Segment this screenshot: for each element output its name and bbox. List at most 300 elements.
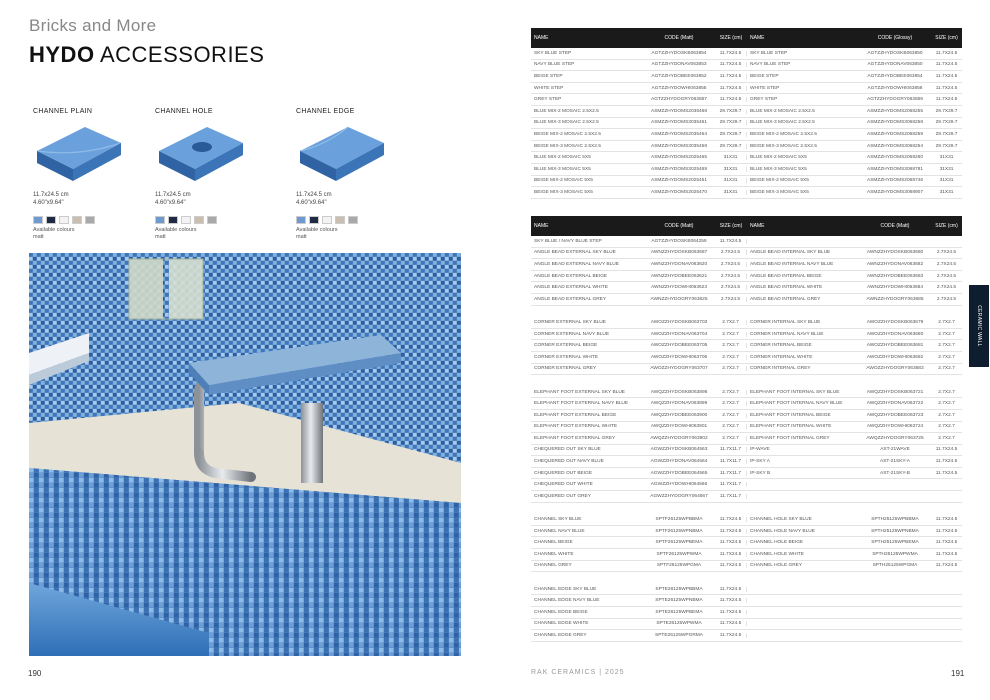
cell-size: 31X31 bbox=[715, 178, 747, 183]
cell-size: 2.7X2.7 bbox=[938, 354, 955, 360]
cell-name: BLUE MIX-2 MOSAIC 2.5X2.5 bbox=[750, 108, 815, 114]
cell-name: ANGLE BEAD EXTERNAL GREY bbox=[534, 296, 607, 302]
table-spacer-row bbox=[531, 572, 962, 584]
cell-size: 11.7X24.5 bbox=[715, 552, 747, 557]
cell-size: 11.7X24.5 bbox=[715, 563, 747, 568]
cell-size: 11.7X24.5 bbox=[935, 73, 958, 79]
cell-code: ASMZZHYDOMS2035468 bbox=[651, 108, 707, 114]
cell-code: AGTZZHYDOWHI063858 bbox=[867, 85, 923, 91]
cell-size: 11.7X11.7 bbox=[715, 471, 747, 476]
cell-code: AGWZZHYDOBEE064565 bbox=[650, 470, 708, 476]
cell-name: CHANNEL EDGE BEIGE bbox=[534, 609, 588, 615]
cell-size: 2.7X2.7 bbox=[938, 319, 955, 325]
cell-name: CHANNEL HOLE NAVY BLUE bbox=[750, 528, 815, 534]
cell-size: 29.7X29.7 bbox=[715, 109, 747, 114]
cell-name: IP-SKY B bbox=[750, 470, 771, 476]
cell-size: 2.7X2.7 bbox=[715, 401, 747, 406]
cell-size: 2.7X2.7 bbox=[938, 366, 955, 372]
cell-size: 31X31 bbox=[939, 155, 954, 161]
cell-name: SKY BLUE / NAVY BLUE STEP bbox=[534, 238, 602, 244]
cell-size: 11.7X24.5 bbox=[715, 610, 747, 615]
table-spacer-row bbox=[531, 375, 962, 387]
cell-name: CORNER EXTERNAL NAVY BLUE bbox=[534, 331, 610, 337]
cell-size: 11.7X24.5 bbox=[935, 563, 958, 569]
table-row bbox=[531, 340, 962, 352]
cell-code: SPTH25125WPWMA bbox=[872, 551, 918, 557]
cell-name: CHANNEL HOLE GREY bbox=[750, 563, 803, 569]
cell-code: AWQZZHYDOSKB063898 bbox=[650, 389, 708, 395]
table-row bbox=[531, 561, 962, 573]
cell-size: 11.7X24.5 bbox=[715, 540, 747, 545]
cell-code: ASMZZHYDOMS3068781 bbox=[867, 166, 923, 172]
swatch-grey bbox=[207, 216, 217, 224]
cell-size: 2.7X2.7 bbox=[715, 366, 747, 371]
page-number-right: 191 bbox=[951, 669, 965, 678]
cell-name: CORNER INTERNAL WHITE bbox=[750, 354, 813, 360]
size-cm: 11.7x24.5 cm bbox=[296, 192, 332, 198]
cell-name: ELEPHANT FOOT EXTERNAL GREY bbox=[534, 435, 616, 441]
cell-size: 11.7X24.5 bbox=[715, 633, 747, 638]
cell-code: AWOZZHYDONAV063704 bbox=[650, 331, 708, 337]
cell-name: CHANNEL EDGE WHITE bbox=[534, 621, 589, 627]
table-row bbox=[531, 282, 962, 294]
cell-size: 2.7X2.7 bbox=[938, 412, 955, 418]
cell-size: 31X31 bbox=[939, 166, 954, 172]
table-row bbox=[531, 94, 962, 106]
cell-size: 11.7X24.5 bbox=[935, 459, 958, 465]
cell-name: CHANNEL HOLE SKY BLUE bbox=[750, 517, 812, 523]
cell-code: AGTZZHYDONAV063853 bbox=[651, 62, 707, 68]
cell-code: ASMZZHYDOMS3068258 bbox=[867, 120, 923, 126]
cell-name: ELEPHANT FOOT EXTERNAL SKY BLUE bbox=[534, 389, 625, 395]
header-size: SIZE (cm) bbox=[935, 35, 958, 41]
cell-size: 11.7X24.5 bbox=[935, 551, 958, 557]
colour-swatches bbox=[33, 216, 143, 224]
cell-name: ELEPHANT FOOT INTERNAL NAVY BLUE bbox=[750, 401, 843, 407]
table-spacer-row bbox=[531, 306, 962, 318]
cell-code: AWQZZHYDOGRY063725 bbox=[866, 435, 924, 441]
table-row bbox=[531, 468, 962, 480]
swatch-grey bbox=[348, 216, 358, 224]
cell-name: BEIGE MIX-3 MOSAIC 2.5X2.5 bbox=[750, 143, 817, 149]
cell-code: AWQZZHYDONAV063722 bbox=[866, 401, 924, 407]
cell-code: AST-21WAVE bbox=[880, 447, 910, 453]
table-row bbox=[531, 595, 962, 607]
page-title bbox=[29, 42, 264, 68]
swatch-white bbox=[322, 216, 332, 224]
right-page bbox=[495, 0, 990, 700]
cell-code: AWOZZHYDOBEE063681 bbox=[866, 343, 924, 349]
finish-label: matt bbox=[33, 234, 44, 240]
cell-name: BEIGE MIX-3 MOSAIC 5X5 bbox=[750, 189, 809, 195]
table-row bbox=[531, 456, 962, 468]
cell-name: CORNER EXTERNAL GREY bbox=[534, 366, 597, 372]
header-size: SIZE (cm) bbox=[719, 223, 743, 229]
cell-size: 11.7X24.5 bbox=[935, 97, 958, 103]
cell-size: 2.7X2.7 bbox=[715, 390, 747, 395]
cell-code: ASMZZHYDOMS2068746 bbox=[867, 178, 923, 184]
cell-code: SPTF26125WPGMA bbox=[656, 563, 702, 569]
cell-code: SPTE26125WPBBMA bbox=[655, 586, 703, 592]
cell-size: 2.7X2.7 bbox=[715, 436, 747, 441]
cell-size: 29.7X29.7 bbox=[935, 120, 958, 126]
cell-name: CHEQUERED OUT WHITE bbox=[534, 482, 593, 488]
cell-name: CHANNEL BEIGE bbox=[534, 540, 573, 546]
cell-code: ASMZZHYDOMS3068907 bbox=[867, 189, 923, 195]
cell-code: AWNZZHYDONAV063682 bbox=[866, 261, 924, 267]
title-bold: HYDO bbox=[29, 42, 95, 67]
cell-size: 2.7X24.5 bbox=[715, 274, 747, 279]
cell-name: CHEQUERED OUT NAVY BLUE bbox=[534, 459, 604, 465]
cell-name: ANGLE BEAD EXTERNAL BEIGE bbox=[534, 273, 608, 279]
cell-size: 11.7X24.5 bbox=[715, 587, 747, 592]
cell-size: 2.7X2.7 bbox=[715, 332, 747, 337]
header-size: SIZE (cm) bbox=[935, 223, 958, 229]
cell-size: 11.7X24.5 bbox=[935, 62, 958, 68]
cell-name: ANGLE BEAD INTERNAL NAVY BLUE bbox=[750, 261, 834, 267]
product-channel-edge bbox=[296, 108, 406, 241]
cell-size: 11.7X11.7 bbox=[715, 459, 747, 464]
cell-name: ANGLE BEAD EXTERNAL NAVY BLUE bbox=[534, 261, 619, 267]
cell-size: 2.7X2.7 bbox=[938, 331, 955, 337]
colour-swatches bbox=[155, 216, 265, 224]
swatch-beige bbox=[335, 216, 345, 224]
cell-name: SKY BLUE STEP bbox=[534, 50, 572, 56]
cell-name: CHANNEL WHITE bbox=[534, 551, 574, 557]
cell-size: 11.7X24.5 bbox=[715, 621, 747, 626]
cell-code: AWQZZHYDOSKB063721 bbox=[866, 389, 924, 395]
cell-size: 29.7X29.7 bbox=[935, 143, 958, 149]
table-row bbox=[531, 152, 962, 164]
cell-name: BLUE MIX-3 MOSAIC 5X5 bbox=[534, 166, 591, 172]
product-name: CHANNEL HOLE bbox=[155, 108, 213, 115]
cell-size: 11.7X24.5 bbox=[715, 97, 747, 102]
table-row bbox=[531, 129, 962, 141]
finish-label: matt bbox=[296, 234, 307, 240]
finish-label: matt bbox=[155, 234, 166, 240]
cell-name: BEIGE MIX-2 MOSAIC 5X5 bbox=[534, 178, 593, 184]
cell-name: ANGLE BEAD INTERNAL WHITE bbox=[750, 285, 823, 291]
cell-code: AGTZZHYDOBEE063852 bbox=[651, 73, 707, 79]
cell-size: 11.7X24.5 bbox=[935, 540, 958, 546]
cell-name: CHEQUERED OUT GREY bbox=[534, 493, 591, 499]
cell-name: ELEPHANT FOOT EXTERNAL NAVY BLUE bbox=[534, 401, 629, 407]
cell-name: SKY BLUE STEP bbox=[750, 50, 788, 56]
cell-size: 11.7X24.5 bbox=[715, 62, 747, 67]
cell-code: AWNZZHYDOGRY063685 bbox=[866, 296, 924, 302]
size-cm: 11.7x24.5 cm bbox=[155, 192, 191, 198]
header-code: CODE (Glossy) bbox=[877, 35, 913, 41]
cell-size: 11.7X11.7 bbox=[715, 447, 747, 452]
cell-code: ASMZZHYDOMS3025470 bbox=[651, 189, 707, 195]
swatch-sky-blue bbox=[33, 216, 43, 224]
cell-name: CHEQUERED OUT SKY BLUE bbox=[534, 447, 601, 453]
cell-code: ASMZZHYDOMS3025469 bbox=[651, 166, 707, 172]
cell-code: AST-21SKY-B bbox=[880, 470, 910, 476]
cell-name: CORNER EXTERNAL WHITE bbox=[534, 354, 599, 360]
cell-code: AWOZZHYDOSKB063679 bbox=[866, 319, 924, 325]
pool-photo bbox=[29, 253, 461, 656]
cell-code: AWOZZHYDONAV063680 bbox=[866, 331, 924, 337]
product-name: CHANNEL PLAIN bbox=[33, 108, 93, 115]
cell-name: CORNER INTERNAL SKY BLUE bbox=[750, 319, 821, 325]
cell-code: ASMZZHYDOMS3035461 bbox=[651, 120, 707, 126]
table-row bbox=[531, 410, 962, 422]
cell-size: 11.7X24.5 bbox=[715, 517, 747, 522]
cell-size: 11.7X24.5 bbox=[935, 470, 958, 476]
header-code: CODE (Matt) bbox=[664, 223, 694, 229]
cell-code: AGTZZHYDOSKB063850 bbox=[867, 50, 923, 56]
cell-code: AWOZZHYDOGRY063683 bbox=[866, 366, 924, 372]
cell-size: 11.7X11.7 bbox=[715, 482, 747, 487]
cell-code: AWOZZHYDOGRY063707 bbox=[650, 366, 708, 372]
cell-size: 2.7X24.5 bbox=[715, 262, 747, 267]
cell-size: 29.7X29.7 bbox=[935, 108, 958, 114]
cell-code: ASMZZHYDOMS2025465 bbox=[651, 155, 707, 161]
cell-code: AWOZZHYDOSKB063703 bbox=[650, 319, 708, 325]
cell-name: ELEPHANT FOOT EXTERNAL BEIGE bbox=[534, 412, 617, 418]
table-row bbox=[531, 352, 962, 364]
table-row bbox=[531, 479, 962, 491]
cell-code: SPTH25125WPBEMA bbox=[871, 540, 919, 546]
cell-size: 11.7X11.7 bbox=[715, 494, 747, 499]
available-colours-label: Available colours bbox=[33, 227, 75, 233]
accessories-table bbox=[531, 216, 962, 642]
cell-name: NAVY BLUE STEP bbox=[750, 62, 791, 68]
table-row bbox=[531, 71, 962, 83]
available-colours-label: Available colours bbox=[296, 227, 338, 233]
cell-name: IP-SKY A bbox=[750, 459, 770, 465]
table-row bbox=[531, 118, 962, 130]
cell-size: 2.7X2.7 bbox=[715, 413, 747, 418]
table-row bbox=[531, 398, 962, 410]
cell-name: CHANNEL SKY BLUE bbox=[534, 517, 582, 523]
table-row bbox=[531, 526, 962, 538]
cell-name: BLUE MIX-3 MOSAIC 2.5X2.5 bbox=[534, 120, 599, 126]
cell-name: CHANNEL HOLE WHITE bbox=[750, 551, 804, 557]
cell-size: 2.7X24.5 bbox=[715, 297, 747, 302]
cell-name: CHANNEL EDGE GREY bbox=[534, 632, 587, 638]
cell-size: 2.7X24.5 bbox=[715, 250, 747, 255]
table-row bbox=[531, 164, 962, 176]
cell-code: AGTZZHYDOGRY063857 bbox=[651, 97, 707, 103]
cell-size: 11.7X24.5 bbox=[715, 74, 747, 79]
table-body bbox=[531, 48, 962, 199]
cell-code: AGTZZHYDONAV063850 bbox=[867, 62, 923, 68]
cell-size: 2.7X2.7 bbox=[938, 343, 955, 349]
cell-name: ANGLE BEAD EXTERNAL SKY BLUE bbox=[534, 250, 616, 256]
size-in: 4.60"x9.64" bbox=[33, 200, 64, 206]
cell-size: 2.7X2.7 bbox=[715, 424, 747, 429]
table-row bbox=[531, 317, 962, 329]
swatch-beige bbox=[194, 216, 204, 224]
cell-size: 11.7X24.5 bbox=[715, 86, 747, 91]
cell-name: CHANNEL GREY bbox=[534, 563, 572, 569]
cell-name: GREY STEP bbox=[750, 97, 778, 103]
table-row bbox=[531, 364, 962, 376]
cell-code: AWQZZHYDONAV063899 bbox=[650, 401, 708, 407]
cell-size: 11.7X24.5 bbox=[935, 85, 958, 91]
header-size: SIZE (cm) bbox=[719, 35, 743, 41]
cell-name: CHANNEL NAVY BLUE bbox=[534, 528, 585, 534]
cell-size: 11.7X24.5 bbox=[935, 528, 958, 534]
cell-code: AWNZZHYDOWHI063623 bbox=[650, 285, 708, 291]
cell-name: BLUE MIX-3 MOSAIC 2.5X2.5 bbox=[750, 120, 815, 126]
channel-edge-tile-image bbox=[296, 123, 388, 185]
cell-code: AWQZZHYDOWHI063724 bbox=[866, 424, 924, 430]
table-header bbox=[531, 28, 962, 48]
cell-code: SPTH25125WPNBMA bbox=[871, 528, 919, 534]
colour-swatches bbox=[296, 216, 406, 224]
cell-name: BLUE MIX-2 MOSAIC 2.5X2.5 bbox=[534, 108, 599, 114]
cell-name: ANGLE BEAD INTERNAL SKY BLUE bbox=[750, 250, 831, 256]
header-name: NAME bbox=[750, 35, 765, 41]
table-row bbox=[531, 607, 962, 619]
cell-size: 31X31 bbox=[939, 178, 954, 184]
cell-name: BEIGE MIX-2 MOSAIC 5X5 bbox=[750, 178, 809, 184]
cell-code: AWOZZHYDOWHI063682 bbox=[866, 354, 924, 360]
size-in: 4.60"x9.64" bbox=[155, 200, 186, 206]
cell-name: NAVY BLUE STEP bbox=[534, 62, 575, 68]
cell-name: GREY STEP bbox=[534, 97, 562, 103]
cell-code: AWNZZHYDOSKB063680 bbox=[866, 250, 924, 256]
cell-code: ASMZZHYDOMS2068259 bbox=[867, 131, 923, 137]
swatch-beige bbox=[72, 216, 82, 224]
swatch-sky-blue bbox=[296, 216, 306, 224]
cell-name: BEIGE STEP bbox=[750, 73, 779, 79]
cell-size: 31X31 bbox=[715, 167, 747, 172]
cell-name: BLUE MIX-2 MOSAIC 5X5 bbox=[750, 155, 807, 161]
cell-code: SPTE26125WPBEMA bbox=[655, 609, 703, 615]
swatch-navy-blue bbox=[46, 216, 56, 224]
cell-code: SPTH25125WPGMA bbox=[872, 563, 918, 569]
cell-name: CORNER INTERNAL NAVY BLUE bbox=[750, 331, 824, 337]
table-row bbox=[531, 294, 962, 306]
cell-code: ASMZZHYDOMS2068255 bbox=[867, 108, 923, 114]
cell-code: SPTF26125WPWMA bbox=[656, 551, 702, 557]
table-spacer-row bbox=[531, 503, 962, 515]
side-tab-label: CERAMIC WALL bbox=[976, 305, 982, 347]
footer-brand: RAK CERAMICS | 2025 bbox=[531, 669, 625, 676]
available-colours-label: Available colours bbox=[155, 227, 197, 233]
size-in: 4.60"x9.64" bbox=[296, 200, 327, 206]
swatch-navy-blue bbox=[168, 216, 178, 224]
table-row bbox=[531, 619, 962, 631]
cell-code: AGTZZHYDOGRY063859 bbox=[867, 97, 923, 103]
cell-size: 2.7X24.5 bbox=[936, 261, 957, 267]
product-channel-hole bbox=[155, 108, 265, 241]
table-row bbox=[531, 422, 962, 434]
cell-code: AGWZZHYDONAV064564 bbox=[650, 459, 708, 465]
cell-code: AWQZZHYDOBEE063723 bbox=[866, 412, 924, 418]
cell-name: ELEPHANT FOOT INTERNAL GREY bbox=[750, 435, 830, 441]
cell-name: CORNER EXTERNAL SKY BLUE bbox=[534, 319, 606, 325]
table-row bbox=[531, 584, 962, 596]
header-code: CODE (Matt) bbox=[880, 223, 910, 229]
cell-size: 11.7X24.5 bbox=[715, 598, 747, 603]
cell-code: AGTZZHYDOWHI063855 bbox=[651, 85, 707, 91]
cell-size: 2.7X2.7 bbox=[938, 389, 955, 395]
cell-code: SPTE26125WPNBMA bbox=[655, 598, 703, 604]
cell-size: 2.7X2.7 bbox=[715, 320, 747, 325]
cell-name: ELEPHANT FOOT INTERNAL BEIGE bbox=[750, 412, 831, 418]
table-row bbox=[531, 433, 962, 445]
table-row bbox=[531, 329, 962, 341]
table-row bbox=[531, 491, 962, 503]
cell-name: CHANNEL EDGE NAVY BLUE bbox=[534, 598, 600, 604]
cell-code: AGTZZHYDOSKB064259 bbox=[651, 238, 707, 244]
cell-code: SPTF26125WPNBMA bbox=[655, 528, 703, 534]
cell-size: 31X31 bbox=[715, 190, 747, 195]
cell-code: SPTH25125WPBBMA bbox=[871, 517, 919, 523]
cell-code: AGTZZHYDOSKB063854 bbox=[651, 50, 707, 56]
table-row bbox=[531, 48, 962, 60]
table-row bbox=[531, 630, 962, 642]
cell-code: ASMZZHYDOMS3035458 bbox=[651, 143, 707, 149]
cell-size: 11.7X24.5 bbox=[715, 51, 747, 56]
table-row bbox=[531, 537, 962, 549]
cell-size: 2.7X24.5 bbox=[936, 285, 957, 291]
cell-name: CHANNEL HOLE BEIGE bbox=[750, 540, 804, 546]
table-row bbox=[531, 387, 962, 399]
table-body bbox=[531, 236, 962, 642]
cell-name: CHEQUERED OUT BEIGE bbox=[534, 470, 593, 476]
header-name: NAME bbox=[534, 35, 549, 41]
cell-code: ASMZZHYDOMS2068260 bbox=[867, 155, 923, 161]
cell-name: ELEPHANT FOOT INTERNAL WHITE bbox=[750, 424, 832, 430]
cell-size: 11.7X24.5 bbox=[715, 239, 747, 244]
cell-name: ELEPHANT FOOT INTERNAL SKY BLUE bbox=[750, 389, 840, 395]
cell-size: 2.7X24.5 bbox=[936, 273, 957, 279]
table-row bbox=[531, 248, 962, 260]
cell-size: 2.7X24.5 bbox=[936, 296, 957, 302]
cell-code: AWQZZHYDOBEE063900 bbox=[650, 412, 708, 418]
cell-code: ASMZZHYDOMS2035454 bbox=[651, 131, 707, 137]
cell-code: SPTF26125WPBEMA bbox=[655, 540, 703, 546]
table-row bbox=[531, 141, 962, 153]
channel-hole-tile-image bbox=[155, 123, 247, 185]
table-row bbox=[531, 176, 962, 188]
swatch-navy-blue bbox=[309, 216, 319, 224]
table-row bbox=[531, 514, 962, 526]
cell-size: 2.7X24.5 bbox=[715, 285, 747, 290]
cell-size: 2.7X2.7 bbox=[715, 343, 747, 348]
table-row bbox=[531, 259, 962, 271]
cell-code: AWOZZHYDOWHI063706 bbox=[650, 354, 708, 360]
table-row bbox=[531, 236, 962, 248]
cell-name: ELEPHANT FOOT EXTERNAL WHITE bbox=[534, 424, 618, 430]
cell-code: SPTF26125WPBBMA bbox=[655, 517, 703, 523]
cell-code: AWOZZHYDOBEE063705 bbox=[650, 343, 708, 349]
size-cm: 11.7x24.5 cm bbox=[33, 192, 69, 198]
cell-code: AWNZZHYDOSKB063687 bbox=[650, 250, 708, 256]
table-row bbox=[531, 106, 962, 118]
cell-code: AWNZZHYDOGRY063625 bbox=[650, 296, 708, 302]
cell-name: CHANNEL EDGE SKY BLUE bbox=[534, 586, 597, 592]
swatch-white bbox=[59, 216, 69, 224]
channel-plain-tile-image bbox=[33, 123, 125, 185]
cell-size: 2.7X2.7 bbox=[938, 401, 955, 407]
header-name: NAME bbox=[750, 223, 765, 229]
cell-name: BEIGE MIX-2 MOSAIC 2.5X2.5 bbox=[750, 131, 817, 137]
cell-code: ASMZZHYDOMS3068254 bbox=[867, 143, 923, 149]
header-code: CODE (Matt) bbox=[664, 35, 694, 41]
cell-size: 2.7X2.7 bbox=[938, 424, 955, 430]
product-name: CHANNEL EDGE bbox=[296, 108, 355, 115]
cell-size: 11.7X24.5 bbox=[935, 517, 958, 523]
cell-code: AGTZZHYDOBEE063854 bbox=[867, 73, 923, 79]
cell-name: CORNER INTERNAL GREY bbox=[750, 366, 811, 372]
